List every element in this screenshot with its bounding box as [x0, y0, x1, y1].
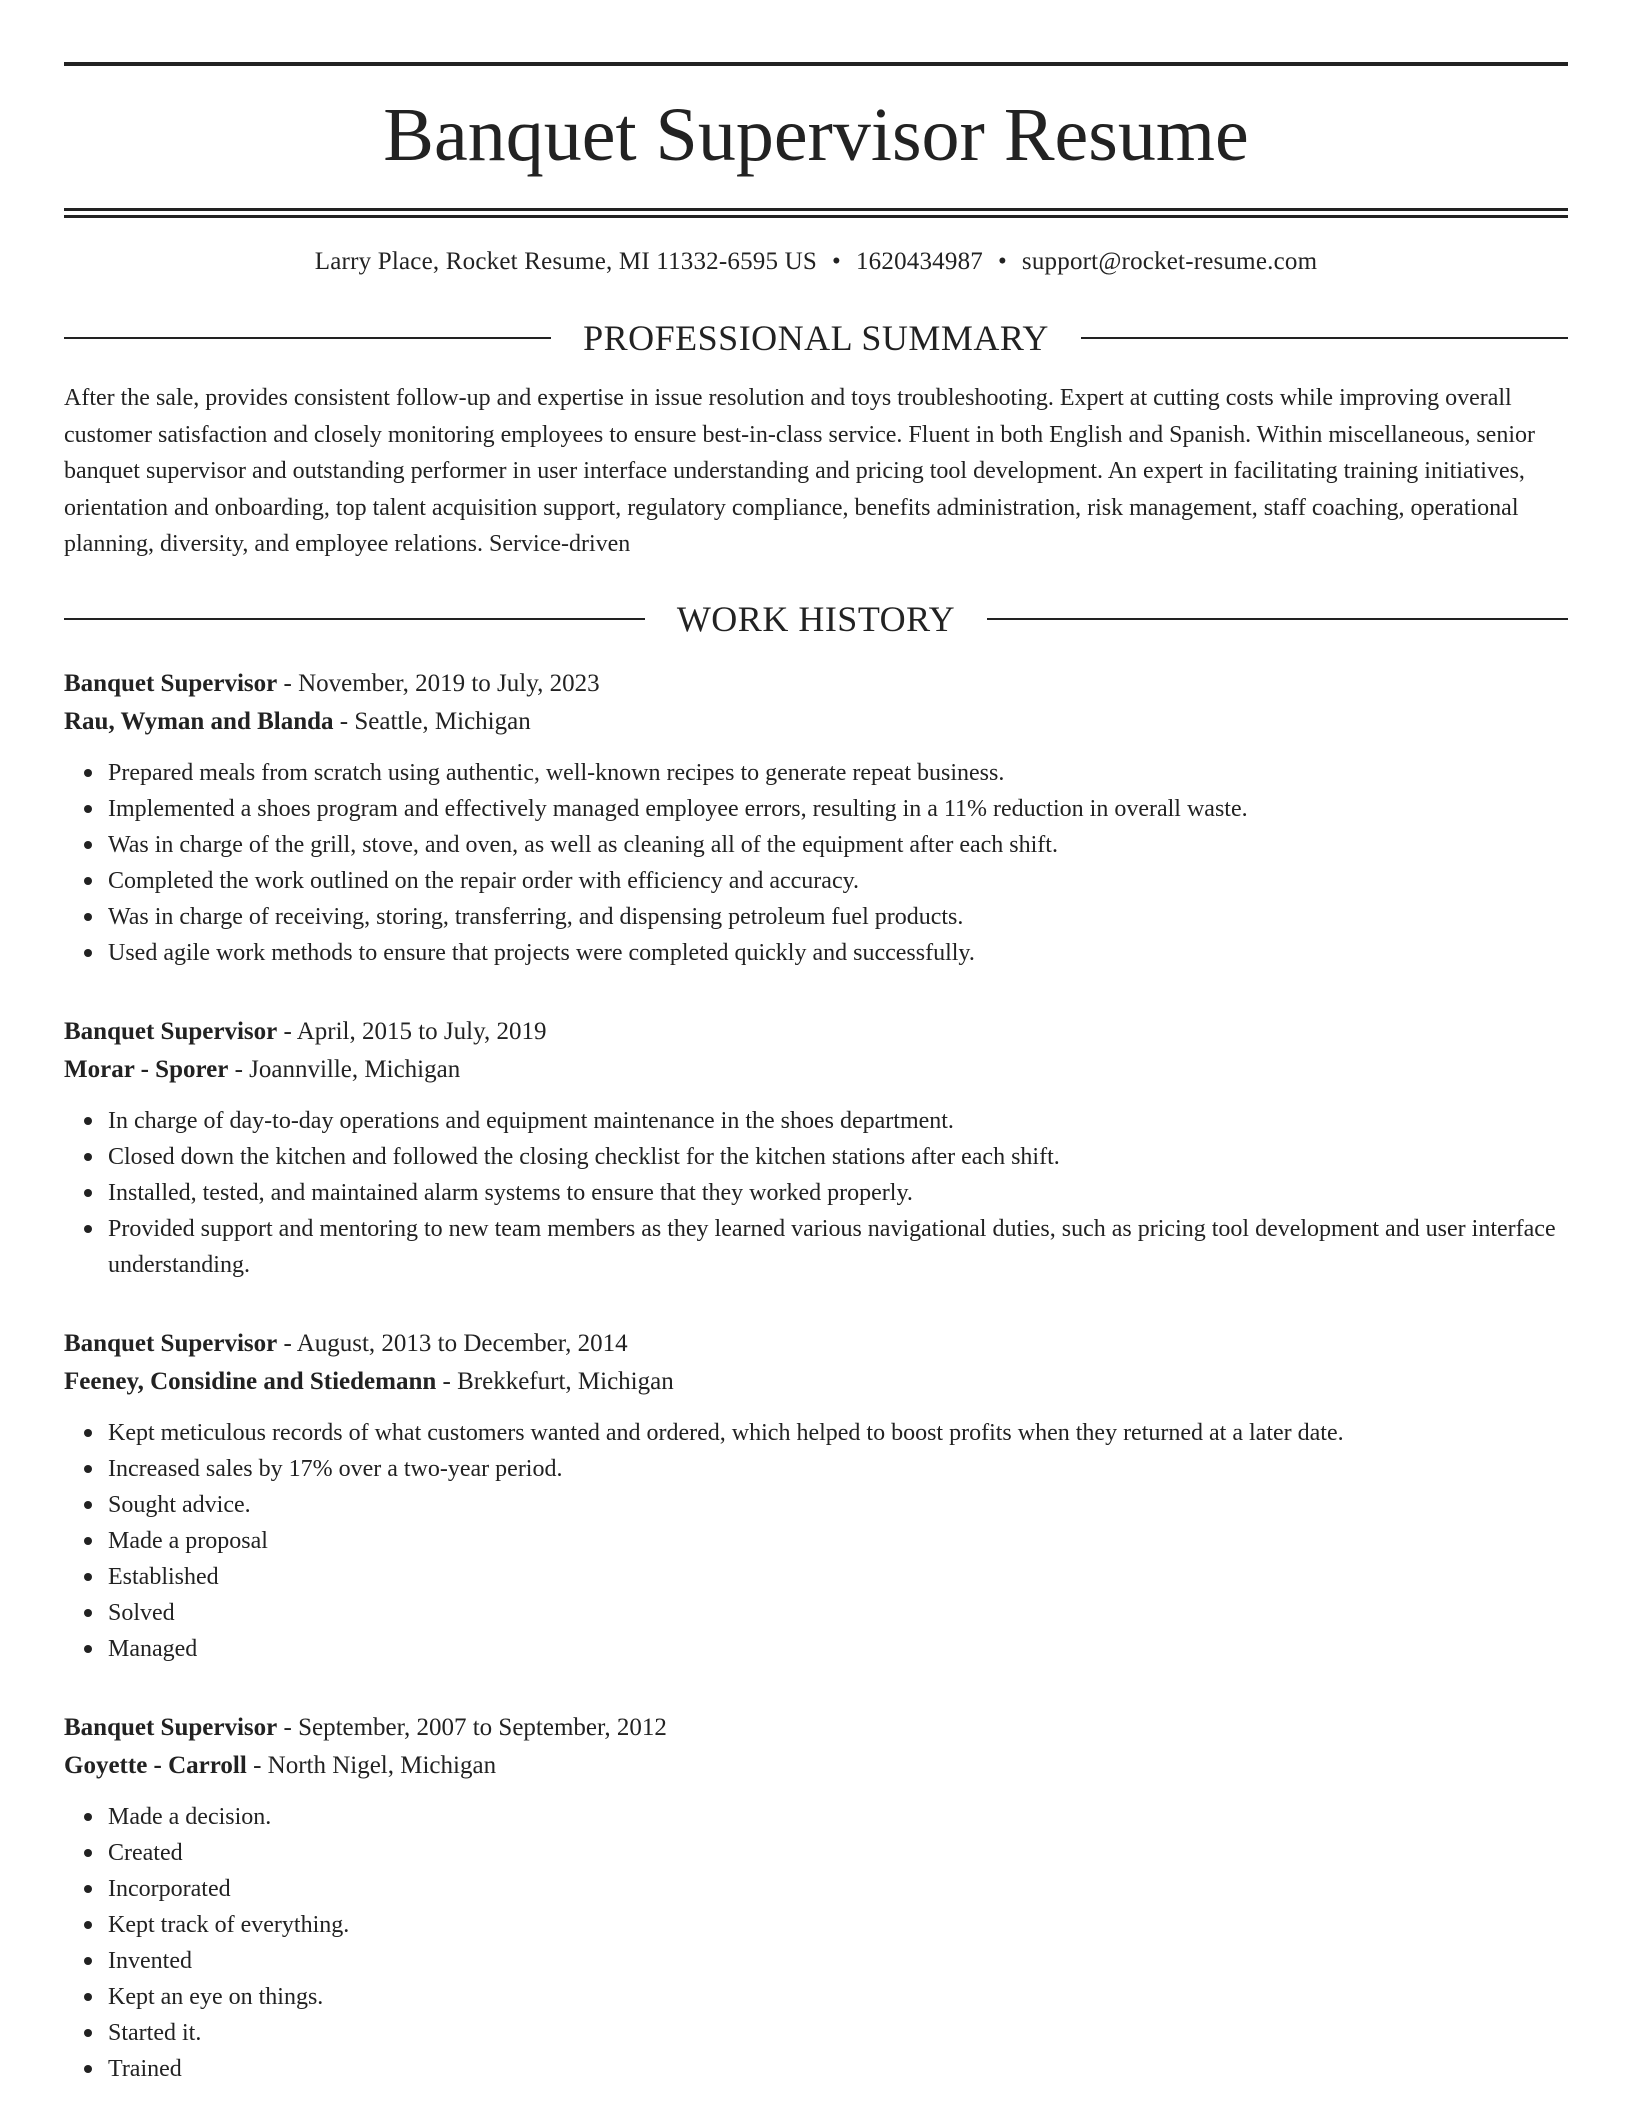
work-history-section-heading: [64, 597, 1568, 641]
job-duty-item: Sought advice.: [108, 1487, 1568, 1523]
title-double-rule: [64, 208, 1568, 218]
job-duty-item: Invented: [108, 1943, 1568, 1979]
job-title: Banquet Supervisor: [64, 669, 278, 697]
job-duty-item: Established: [108, 1559, 1568, 1595]
heading-rule-left: [64, 618, 645, 620]
heading-rule-right: [987, 618, 1568, 620]
work-history-heading-label: WORK HISTORY: [676, 598, 956, 639]
top-rule: [64, 62, 1568, 66]
job-title: Banquet Supervisor: [64, 1713, 278, 1741]
job-duty-item: In charge of day-to-day operations and equipment maintenance in the shoes department.: [108, 1103, 1568, 1139]
contact-separator: •: [832, 248, 841, 275]
job-duty-item: Installed, tested, and maintained alarm systems to ensure that they worked properly.: [108, 1175, 1568, 1211]
job-entry: [64, 665, 1568, 971]
job-location: North Nigel, Michigan: [267, 1751, 497, 1779]
job-location: Brekkefurt, Michigan: [457, 1367, 674, 1395]
job-company: Morar - Sporer: [64, 1055, 229, 1083]
heading-rule-left: [64, 337, 551, 339]
job-company-line: Morar - Sporer - Joannville, Michigan: [64, 1055, 461, 1083]
contact-phone: 1620434987: [855, 248, 983, 275]
contact-line: [64, 246, 1568, 278]
job-duty-item: Trained: [108, 2051, 1568, 2087]
job-duty-item: Kept meticulous records of what customers wanted and ordered, which helped to boost profits when they returned at a later date.: [108, 1415, 1568, 1451]
job-entry: [64, 1013, 1568, 1283]
job-title: Banquet Supervisor: [64, 1017, 278, 1045]
job-duty-item: Implemented a shoes program and effectively managed employee errors, resulting in a 11% reduction in overall waste.: [108, 791, 1568, 827]
job-duty-item: Made a proposal: [108, 1523, 1568, 1559]
job-duty-item: Kept an eye on things.: [108, 1979, 1568, 2015]
heading-rule-right: [1081, 337, 1568, 339]
job-title-line: Banquet Supervisor - September, 2007 to September, 2012: [64, 1713, 667, 1741]
job-entry: [64, 1709, 1568, 2087]
job-duty-item: Managed: [108, 1631, 1568, 1667]
job-company: Goyette - Carroll: [64, 1751, 247, 1779]
job-company-line: Goyette - Carroll - North Nigel, Michigan: [64, 1751, 497, 1779]
job-duty-item: Solved: [108, 1595, 1568, 1631]
job-company-line: Rau, Wyman and Blanda - Seattle, Michigan: [64, 707, 531, 735]
job-location: Seattle, Michigan: [354, 707, 531, 735]
job-duty-item: Prepared meals from scratch using authentic, well-known recipes to generate repeat business.: [108, 755, 1568, 791]
professional-summary-text: After the sale, provides consistent follow-up and expertise in issue resolution and toys troubleshooting. Expert at cutting costs while improving overall customer satisfaction and closely monitoring employees to ensure best-in-class service. Fluent in both English and Spanish. Within miscellaneous, senior banquet supervisor and outstanding performer in user interface understanding and pricing tool development. An expert in facilitating training initiatives, orientation and onboarding, top talent acquisition support, regulatory compliance, benefits administration, risk management, staff coaching, operational planning, diversity, and employee relations. Service-driven: [64, 385, 1535, 557]
page-title: Banquet Supervisor Resume: [383, 93, 1249, 177]
summary-heading-label: PROFESSIONAL SUMMARY: [583, 318, 1049, 358]
job-duty-item: Kept track of everything.: [108, 1907, 1568, 1943]
job-dates: August, 2013 to December, 2014: [296, 1329, 628, 1357]
job-entry: [64, 1325, 1568, 1667]
job-company-line: Feeney, Considine and Stiedemann - Brekkefurt, Michigan: [64, 1367, 674, 1395]
job-duty-item: Used agile work methods to ensure that projects were completed quickly and successfully.: [108, 935, 1568, 971]
job-company: Rau, Wyman and Blanda: [64, 707, 334, 735]
job-duty-item: Was in charge of receiving, storing, transferring, and dispensing petroleum fuel products.: [108, 899, 1568, 935]
job-duties-list: [64, 755, 1568, 971]
job-dates: April, 2015 to July, 2019: [296, 1017, 547, 1045]
job-duties-list: [64, 1415, 1568, 1667]
job-duty-item: Started it.: [108, 2015, 1568, 2051]
summary-section-heading: [64, 316, 1568, 360]
job-duty-item: Closed down the kitchen and followed the closing checklist for the kitchen stations after each shift.: [108, 1139, 1568, 1175]
job-location: Joannville, Michigan: [249, 1055, 461, 1083]
job-duty-item: Incorporated: [108, 1871, 1568, 1907]
job-dates: November, 2019 to July, 2023: [298, 669, 600, 697]
contact-separator: •: [997, 248, 1007, 275]
job-duties-list: [64, 1799, 1568, 2087]
contact-email: support@rocket-resume.com: [1021, 248, 1318, 275]
job-duty-item: Was in charge of the grill, stove, and oven, as well as cleaning all of the equipment after each shift.: [108, 827, 1568, 863]
job-duty-item: Created: [108, 1835, 1568, 1871]
job-title: Banquet Supervisor: [64, 1329, 278, 1357]
job-duty-item: Completed the work outlined on the repair order with efficiency and accuracy.: [108, 863, 1568, 899]
job-duty-item: Provided support and mentoring to new team members as they learned various navigational duties, such as pricing tool development and user interface understanding.: [108, 1211, 1568, 1283]
job-title-line: Banquet Supervisor - April, 2015 to July, 2019: [64, 1017, 547, 1045]
job-dates: September, 2007 to September, 2012: [298, 1713, 667, 1741]
job-duty-item: Increased sales by 17% over a two-year period.: [108, 1451, 1568, 1487]
job-title-line: Banquet Supervisor - November, 2019 to July, 2023: [64, 669, 600, 697]
job-title-line: Banquet Supervisor - August, 2013 to December, 2014: [64, 1329, 628, 1357]
job-company: Feeney, Considine and Stiedemann: [64, 1367, 437, 1395]
contact-address: Larry Place, Rocket Resume, MI 11332-6595 US: [314, 248, 818, 275]
job-duties-list: [64, 1103, 1568, 1283]
job-duty-item: Made a decision.: [108, 1799, 1568, 1835]
